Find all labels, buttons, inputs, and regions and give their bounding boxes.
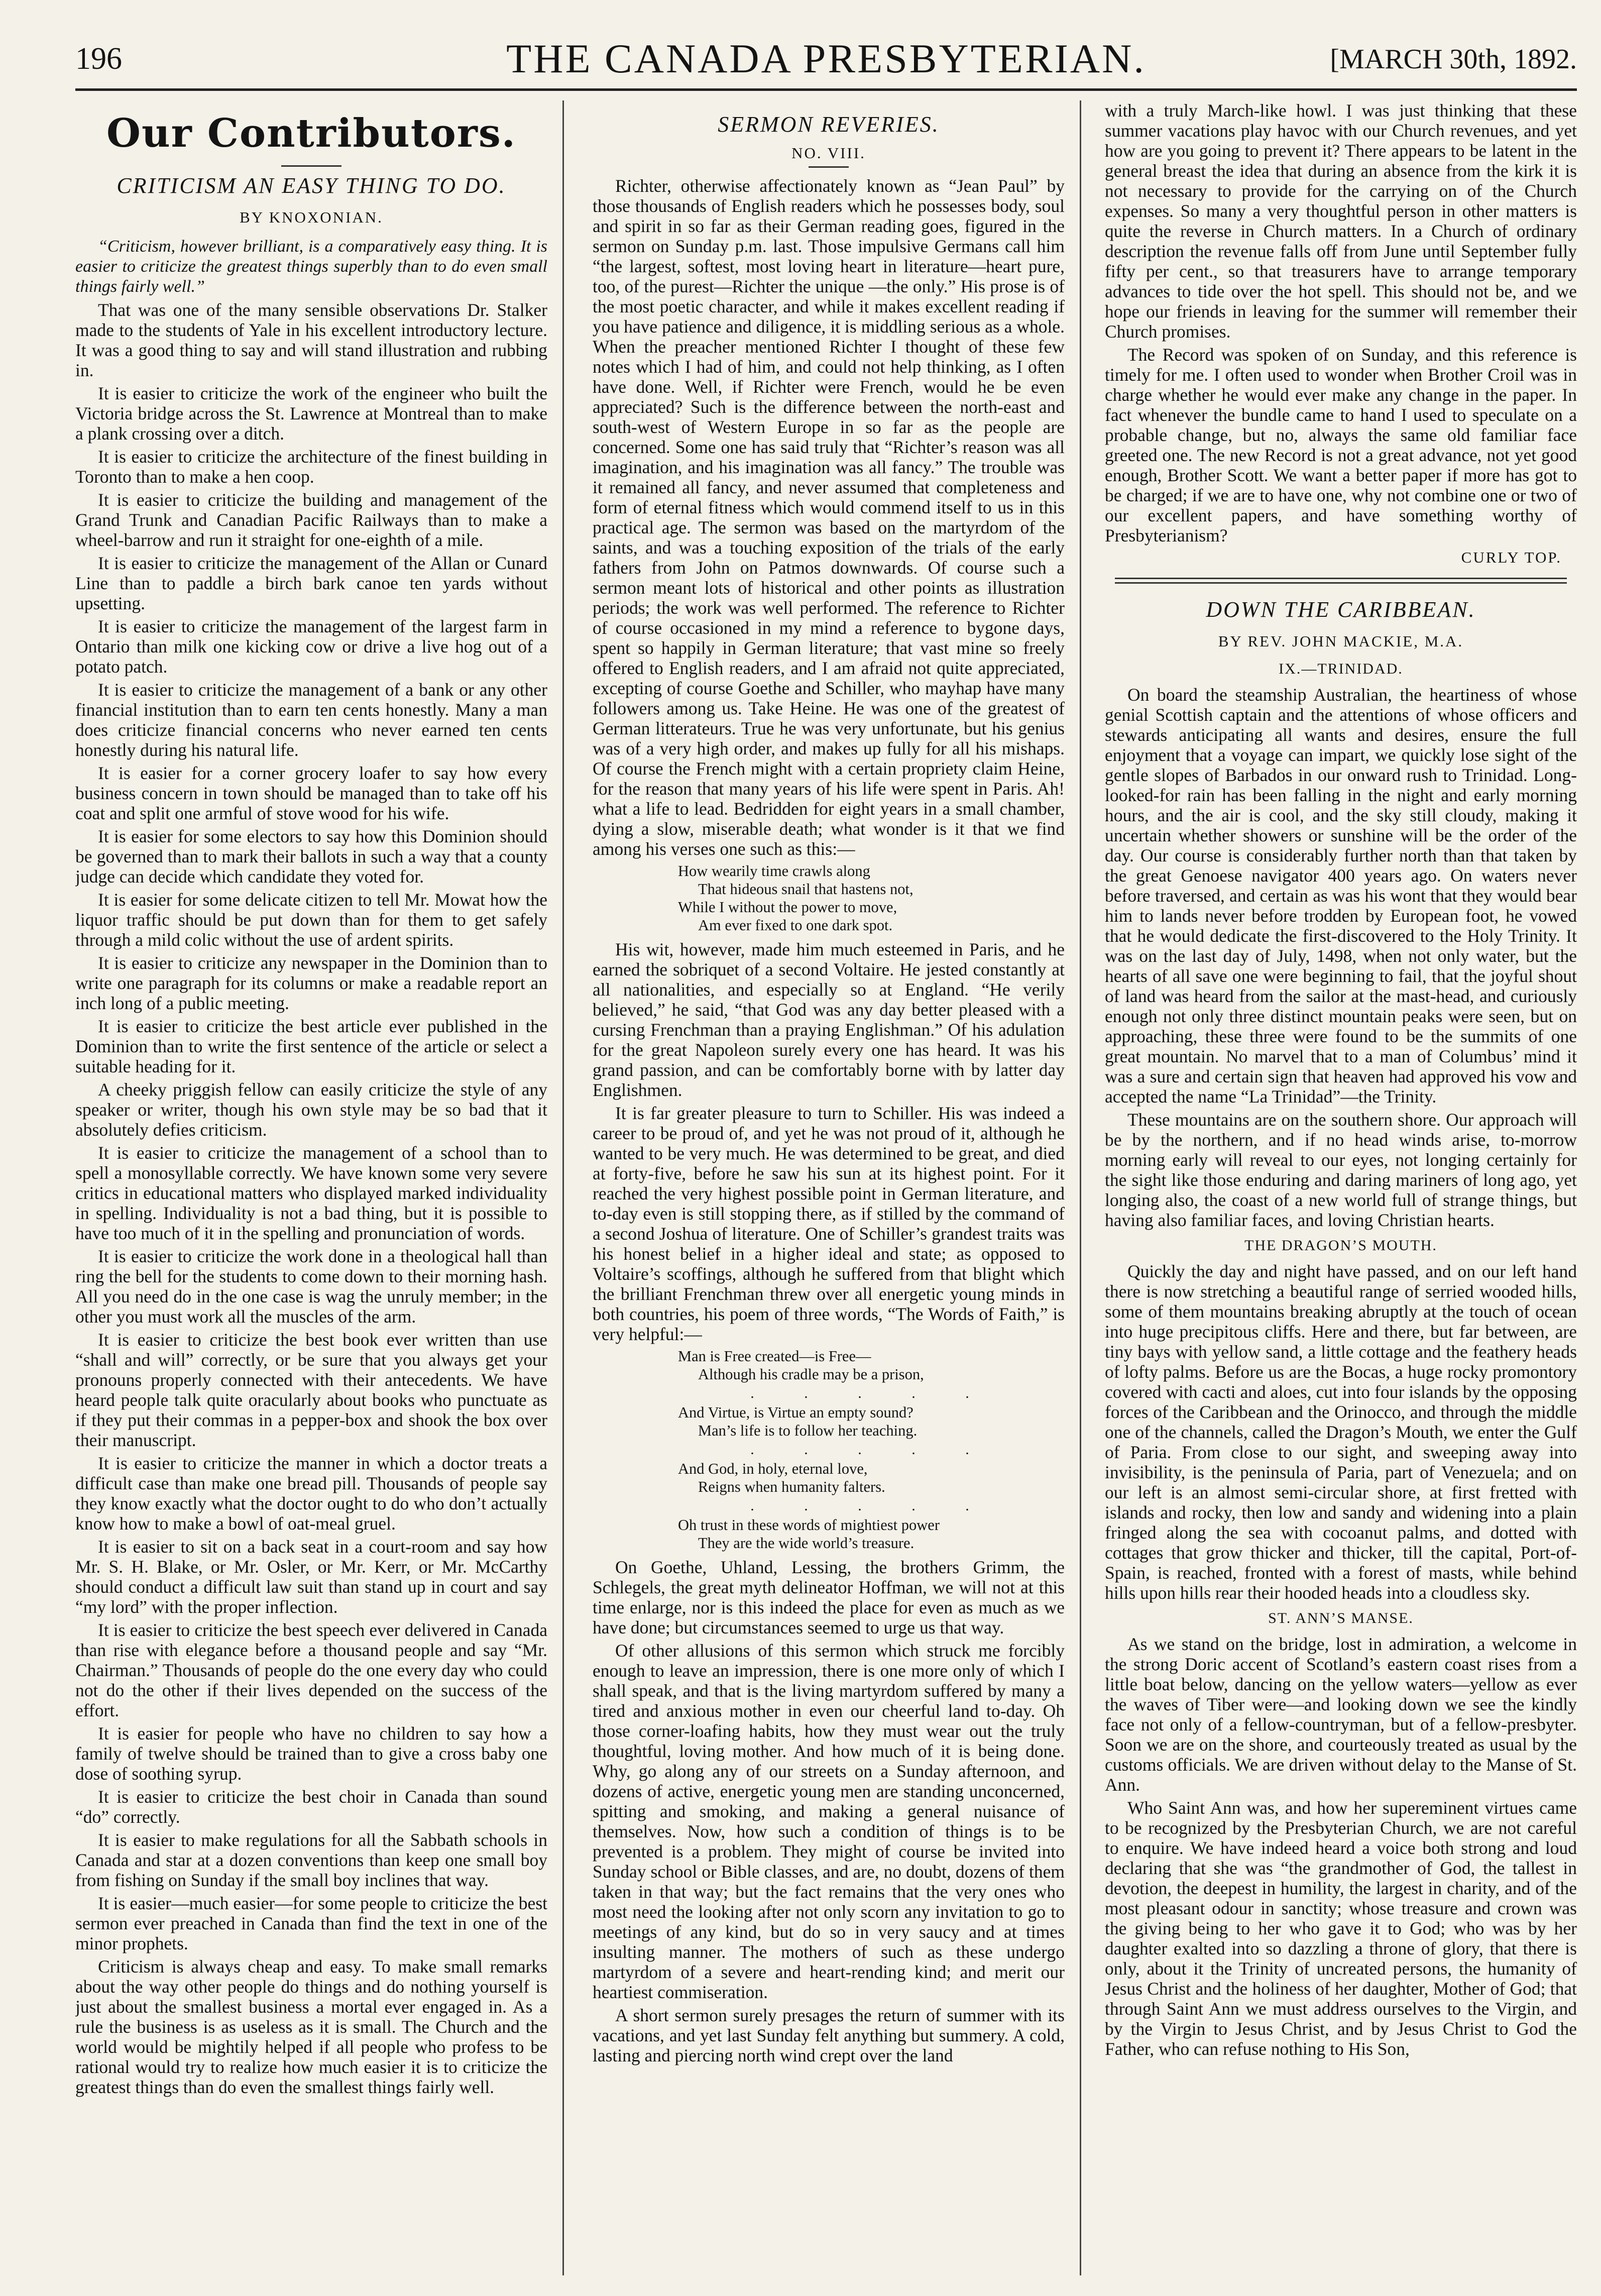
paragraph: It is easier to criticize the management of the Allan or Cunard Line than to paddle a birch bark canoe ten yards without upsetting.: [75, 553, 547, 613]
poem-line: Man’s life is to follow her teaching.: [698, 1422, 918, 1439]
issue-date: [MARCH 30th, 1892.: [1330, 44, 1577, 75]
paragraph: It is easier to criticize the best choir in Canada than sound “do” correctly.: [75, 1787, 547, 1827]
subheading: ST. ANN’S MANSE.: [1268, 1610, 1414, 1626]
paragraph: His wit, however, made him much esteemed in Paris, and he earned the sobriquet of a second Voltaire. He jested constantly at all nationalities, and especially so at England. “He verily believed,” he said, “that God was any day better pleased with a cursing Frenchman than a praying Englishman.” Of his adulation for the great Napoleon surely every one has heard. It was his grand passion, and can be comfortably borne with by latter day Englishmen.: [593, 939, 1065, 1100]
signature: CURLY TOP.: [1461, 549, 1562, 566]
subheading: THE DRAGON’S MOUTH.: [1244, 1237, 1437, 1254]
poem-line: They are the wide world’s treasure.: [698, 1535, 914, 1552]
paragraph: That was one of the many sensible observations Dr. Stalker made to the students of Yale in his excellent introductory lecture. It was a good thing to say and will stand illustration and rubbing in.: [75, 300, 547, 380]
paragraph: A short sermon surely presages the return of summer with its vacations, and yet last Sunday felt anything but summery. A cold, lasting and piercing north wind crept over the land: [593, 2005, 1065, 2065]
epigraph: “Criticism, however brilliant, is a comparatively easy thing. It is easier to criticize the greatest things superbly than to do even small things fairly well.”: [75, 237, 547, 296]
paragraph: Quickly the day and night have passed, and on our left hand there is now stretching a beautiful range of serried wooded hills, some of them mountains breaking abruptly at the touch of ocean into huge precipitous cliffs. Here and there, but far between, are tiny bays with yellow sand, a little cottage and the feathery heads of lofty palms. Before us are the Bocas, a huge rocky promontory covered with cacti and aloes, cut into four islands by the opposing forces of the Caribbean and the Orinocco, and through the middle one of the channels, called the Dragon’s Mouth, we enter the Gulf of Paria. From close to our sight, and sweeping away into invisibility, is the peninsula of Paria, part of Venezuela; and on our left is an almost semi-circular shore, at first fretted with islands and rocky, then low and sandy and widening into a plain fringed along the sea with cocoanut palms, and dotted with cottages that grow thicker and thicker, till the capital, Port-of-Spain, is reached, fronted with a forest of masts, while behind hills upon hills rear their hooded heads into a cloudless sky.: [1105, 1261, 1577, 1603]
paragraph: It is easier to criticize the best speech ever delivered in Canada than rise with elegance before a thousand people and say “Mr. Chairman.” Thousands of people do the one every day who could not do the other if their lives depended on the success of the effort.: [75, 1620, 547, 1720]
byline: BY REV. JOHN MACKIE, M.A.: [1218, 632, 1464, 650]
column-divider: [562, 100, 564, 2275]
paragraph: It is far greater pleasure to turn to Schiller. His was indeed a career to be proud of, and yet he was not proud of it, although he wanted to be very much. He was determined to be great, and died at forty-five, before he saw his sun at its highest point. For it reached the very highest possible point in German literature, and to-day even is still stopping there, as if stilled by the command of a second Joshua of literature. One of Schiller’s grandest traits was his honest belief in a higher ideal and state; as opposed to Voltaire’s scoffings, although he suffered from that blight which the brilliant Frenchman threw over all energetic young minds in both countries, his poem of three words, “The Words of Faith,” is very helpful:—: [593, 1103, 1065, 1344]
paragraph: It is easier to criticize any newspaper in the Dominion than to write one paragraph for its columns or make a readable report an inch long of a public meeting.: [75, 953, 547, 1013]
poem-line: And Virtue, is Virtue an empty sound?: [678, 1404, 913, 1421]
poem-line: How wearily time crawls along: [678, 862, 870, 880]
paragraph: It is easier to criticize the architecture of the finest building in Toronto than to make a hen coop.: [75, 447, 547, 487]
article-body: [593, 939, 1065, 1344]
ellipsis-dots: . . . . .: [750, 1497, 992, 1514]
poem-line: Am ever fixed to one dark spot.: [698, 917, 893, 934]
column-1: [75, 100, 547, 2280]
newspaper-title: THE CANADA PRESBYTERIAN.: [506, 36, 1146, 81]
paragraph: It is easier for people who have no children to say how a family of twelve should be trained than to give a cross baby one dose of soothing syrup.: [75, 1723, 547, 1784]
masthead-rule: [75, 88, 1577, 91]
paragraph: It is easier to sit on a back seat in a court-room and say how Mr. S. H. Blake, or Mr. Osler, or Mr. Kerr, or Mr. McCarthy should conduct a difficult law suit than stand up in court and say “my lord” with the proper inflection.: [75, 1537, 547, 1617]
paragraph: with a truly March-like howl. I was just thinking that these summer vacations play havoc with our Church revenues, and yet how are you going to prevent it? There appears to be latent in the general breast the idea that during an absence from the kirk it is not necessary to provide for the carrying on of the Church expenses. So many a very thoughtful person in other matters is quite the reverse in Church matters. In a Church of ordinary description the revenue falls off from June until September fully fifty per cent., so that treasurers have to arrange temporary advances to tide over the hot spell. This should not be, and we hope our friends in leaving for the summer will remember their Church promises.: [1105, 100, 1577, 342]
masthead: [75, 31, 1577, 86]
double-rule: [1115, 578, 1567, 584]
paragraph: It is easier to criticize the work of the engineer who built the Victoria bridge across the St. Lawrence at Montreal than to make a plank crossing over a ditch.: [75, 383, 547, 444]
paragraph: It is easier for some electors to say how this Dominion should be governed than to mark their ballots in such a way that a county judge can decide which candidate they voted for.: [75, 826, 547, 887]
paragraph: It is easier to criticize the management of a school than to spell a monosyllable correctly. We have known some very severe critics in educational matters who displayed marked individuality in spelling. Individuality is not a bad thing, but it is possible to have too much of it in the spelling and pronunciation of words.: [75, 1143, 547, 1243]
paragraph: It is easier to criticize the manner in which a doctor treats a difficult case than make one bread pill. Thousands of people say they know exactly what the doctor ought to do who don’t actually know how to make a bowl of oat-meal gruel.: [75, 1453, 547, 1534]
article-body: [1105, 685, 1577, 1230]
poem-line: That hideous snail that hastens not,: [698, 881, 913, 898]
page-number: 196: [75, 42, 122, 76]
paragraph: It is easier to criticize the best book ever written than use “shall and will” correctly, or be sure that you always get your pronouns properly connected with their antecedents. We have heard people talk quite oracularly about books who punctuate as if they put their commas in a pepper-box and shook the box over their manuscript.: [75, 1330, 547, 1450]
rule: [809, 166, 849, 168]
column-2: [593, 100, 1065, 2280]
section-heading: IX.—TRINIDAD.: [1279, 661, 1403, 677]
article-title: DOWN THE CARIBBEAN.: [1206, 597, 1476, 622]
poem-line: Man is Free created—is Free—: [678, 1348, 871, 1365]
poem-line: Although his cradle may be a prison,: [698, 1366, 924, 1383]
poem-line: While I without the power to move,: [678, 899, 897, 916]
paragraph: Of other allusions of this sermon which struck me forcibly enough to leave an impression, there is one more only of which I shall speak, and that is the living martyrdom suffered by many a tired and anxious mother in even our cheerful land to-day. Oh those corner-loafing habits, how they must wear out the truly thoughtful, loving mother. And how much of it is being done. Why, go along any of our streets on a Sunday afternoon, and dozens of active, energetic young men are standing unconcerned, spitting and smoking, and making a general nuisance of themselves. Now, how such a condition of things is to be prevented is a problem. They might of course be invited into Sunday school or Bible classes, and are, no doubt, dozens of them taken in that way; but the fact remains that the very ones who most need the looking after not only scorn any invitation to go to meetings of any kind, but do so in very saucy and at times insulting manner. The mothers of such as these undergo martyrdom of a severe and heart-rending kind; and merit our heartiest commiseration.: [593, 1641, 1065, 2002]
byline: BY KNOXONIAN.: [240, 208, 383, 226]
article-title: CRITICISM AN EASY THING TO DO.: [117, 173, 506, 198]
paragraph: It is easier to make regulations for all the Sabbath schools in Canada and star at a dozen conventions than keep one small boy from fishing on Sunday if the small boy inclines that way.: [75, 1830, 547, 1890]
paragraph: Who Saint Ann was, and how her supereminent virtues came to be recognized by the Presbyterian Church, we are not careful to enquire. We have indeed heard a voice both strong and loud declaring that she was “the grandmother of God, the tallest in devotion, the deepest in humility, the largest in charity, and of the most pleasant odour in sanctity; whose treasure and crown was the giving being to her who gave it to God; who was by her daughter exalted into so dazzling a throne of glory, that there is only, about it the Trinity of uncreated persons, the humanity of Jesus Christ and the holiness of her daughter, Mother of God; that through Saint Ann we must address ourselves to the Virgin, and by the Virgin to Jesus Christ, and by Jesus Christ to God the Father, who can refuse nothing to His Son,: [1105, 1798, 1577, 2059]
article-title: SERMON REVERIES.: [718, 112, 940, 137]
paragraph: As we stand on the bridge, lost in admiration, a welcome in the strong Doric accent of Scotland’s eastern coast rises from a little boat below, dancing on the yellow waters—yellow as ever the waves of Tiber were—and looking down we see the kindly face not only of a fellow-countryman, but of a fellow-presbyter. Soon we are on the shore, and courteously treated as usual by the customs officials. We are driven without delay to the Manse of St. Ann.: [1105, 1634, 1577, 1795]
rule: [281, 165, 341, 167]
article-body: [593, 176, 1065, 859]
paragraph: Criticism is always cheap and easy. To make small remarks about the way other people do things and do nothing yourself is just about the smallest business a mortal ever engaged in. As a rule the business is as useless as it is small. The Church and the world would be mightily helped if all people who profess to be rational would try to realize how much easier it is to criticize the greatest things than do even the smallest things fairly well.: [75, 1956, 547, 2097]
ellipsis-dots: . . . . .: [750, 1441, 992, 1458]
paragraph: It is easier for some delicate citizen to tell Mr. Mowat how the liquor traffic should be put down than for them to get safely through a mild colic without the use of ardent spirits.: [75, 890, 547, 950]
paragraph: It is easier to criticize the building and management of the Grand Trunk and Canadian Pacific Railways than to make a wheel-barrow and run it straight for one-eighth of a mile.: [75, 490, 547, 550]
paragraph: On Goethe, Uhland, Lessing, the brothers Grimm, the Schlegels, the great myth delineator Hoffman, we will not at this time enlarge, nor is this indeed the place for even as much as we have done; but circumstances seemed to urge us that way.: [593, 1557, 1065, 1637]
paragraph: It is easier—much easier—for some people to criticize the best sermon ever preached in Canada than find the text in one of the minor prophets.: [75, 1893, 547, 1953]
poem-words-of-faith: [678, 1347, 1065, 1552]
ellipsis-dots: . . . . .: [750, 1385, 992, 1401]
column-divider: [1080, 100, 1081, 2275]
paragraph: It is easier to criticize the work done in a theological hall than ring the bell for the students to come down to their morning hash. All you need do in the one case is wag the unruly member; in the other you must work all the muscles of the arm.: [75, 1246, 547, 1327]
paragraph: It is easier for a corner grocery loafer to say how every business concern in town should be managed than to take off his coat and split one armful of stove wood for his wife.: [75, 763, 547, 823]
paragraph: A cheeky priggish fellow can easily criticize the style of any speaker or writer, though his own style may be so bad that it absolutely defies criticism.: [75, 1079, 547, 1140]
department-heading: Our Contributors.: [106, 111, 516, 156]
article-body: [75, 300, 547, 2097]
paragraph: It is easier to criticize the management of the largest farm in Ontario than milk one kicking cow or drive a live hog out of a potato patch.: [75, 616, 547, 677]
paragraph: These mountains are on the southern shore. Our approach will be by the northern, and if no head winds arise, to-morrow morning early will reveal to our eyes, not longing certainly for the sight like those enduring and daring mariners of long ago, yet longing also, the coast of a new world full of strange things, but having also familiar faces, and loving Christian hearts.: [1105, 1110, 1577, 1230]
paragraph: The Record was spoken of on Sunday, and this reference is timely for me. I often used to wonder when Brother Croil was in charge whether he would ever make any change in the paper. In fact whenever the bundle came to hand I used to speculate on a probable change, but no, always the same old familiar face greeted one. The new Record is not a great advance, not yet good enough, Brother Scott. We want a better paper if more has got to be charged; if we are to have one, why not combine one or two of our excellent papers, and have something worthy of Presbyterianism?: [1105, 345, 1577, 545]
column-3: [1105, 100, 1577, 2280]
poem-line: Oh trust in these words of mightiest power: [678, 1516, 940, 1534]
paragraph: It is easier to criticize the best article ever published in the Dominion than to write the first sentence of the article or select a suitable heading for it.: [75, 1016, 547, 1076]
article-body: [593, 1557, 1065, 2065]
paragraph: It is easier to criticize the management of a bank or any other financial institution than to earn ten cents honestly. Many a man does criticize financial concerns who never earned ten cents honestly during his natural life.: [75, 680, 547, 760]
article-number: NO. VIII.: [791, 144, 866, 162]
article-body: [1105, 100, 1577, 545]
article-body: [1105, 1634, 1577, 2059]
poem-line: Reigns when humanity falters.: [698, 1478, 885, 1495]
paragraph: On board the steamship Australian, the heartiness of whose genial Scottish captain and the attentions of whose officers and stewards anticipating all wants and desires, ensure the full enjoyment that a voyage can impart, we quickly lose sight of the gentle slopes of Barbados in our onward rush to Trinidad. Long-looked-for rain has been falling in the night and early morning hours, and the air is cool, and the sky still cloudy, making it uncertain whether showers or sunshine will be the order of the day. Our course is considerably further north than that taken by the great Genoese navigator 400 years ago. On waters never before traversed, and certain as was his wont that they would bear him to lands never before trodden by European foot, he vowed that he would dedicate the first-discovered to the Holy Trinity. It was on the last day of July, 1498, when not only water, but the hearts of all save one were beginning to fail, that the joyful shout of land was heard from the sailor at the mast-head, and curiously enough not only three distinct mountain peaks were seen, but on approaching, these three were found to be the summits of one great mountain. No marvel that to a man of Columbus’ mind it was a sure and certain sign that heaven had approved his vow and accepted the name “La Trinidad”—the Trinity.: [1105, 685, 1577, 1107]
article-body: [1105, 1261, 1577, 1603]
poem-excerpt: [678, 862, 1065, 934]
poem-line: And God, in holy, eternal love,: [678, 1460, 868, 1477]
paragraph: Richter, otherwise affectionately known as “Jean Paul” by those thousands of English readers which he possesses body, soul and spirit in so far as their German reading goes, figured in the sermon on Sunday p.m. last. Those impulsive Germans call him “the largest, softest, most loving heart in literature—heart pure, too, of the purest—Richter the unique —the only.” His prose is of the most poetic character, and while it makes excellent reading if you have patience and diligence, it is middling serious as a whole. When the preacher mentioned Richter I thought of these few notes which I had of him, and could not help thinking, as I often have done. Well, if Richter were French, would he be even appreciated? Such is the difference between the north-east and south-west of Western Europe in so far as the people are concerned. Some one has said truly that “Richter’s reason was all imagination, and his imagination was all fancy.” The trouble was it remained all fancy, and never assumed that completeness and form of eternal fitness which would commend itself to us in this practical age. The sermon was based on the martyrdom of the saints, and was a touching exposition of the trials of the early fathers from John on Patmos downwards. Of course such a sermon meant lots of historical and other points as illustration periods; the work was well performed. The reference to Richter of course occasioned in my mind a reference to bygone days, spent so happily in German literature; that vast mine so freely offered to English readers, and I am afraid not quite appreciated, excepting of course Goethe and Schiller, who mayhap have many followers among us. Take Heine. He was one of the greatest of German litterateurs. True he was very unfortunate, but his genius was of a very high order, and makes up fully for all his mishaps. Of course the French might with a certain propriety claim Heine, for the reason that many years of his life were spent in Paris. Ah! what a life to lead. Bedridden for eight years in a small chamber, dying a slow, miserable death; what wonder is it that we find among his verses one such as this:—: [593, 176, 1065, 859]
